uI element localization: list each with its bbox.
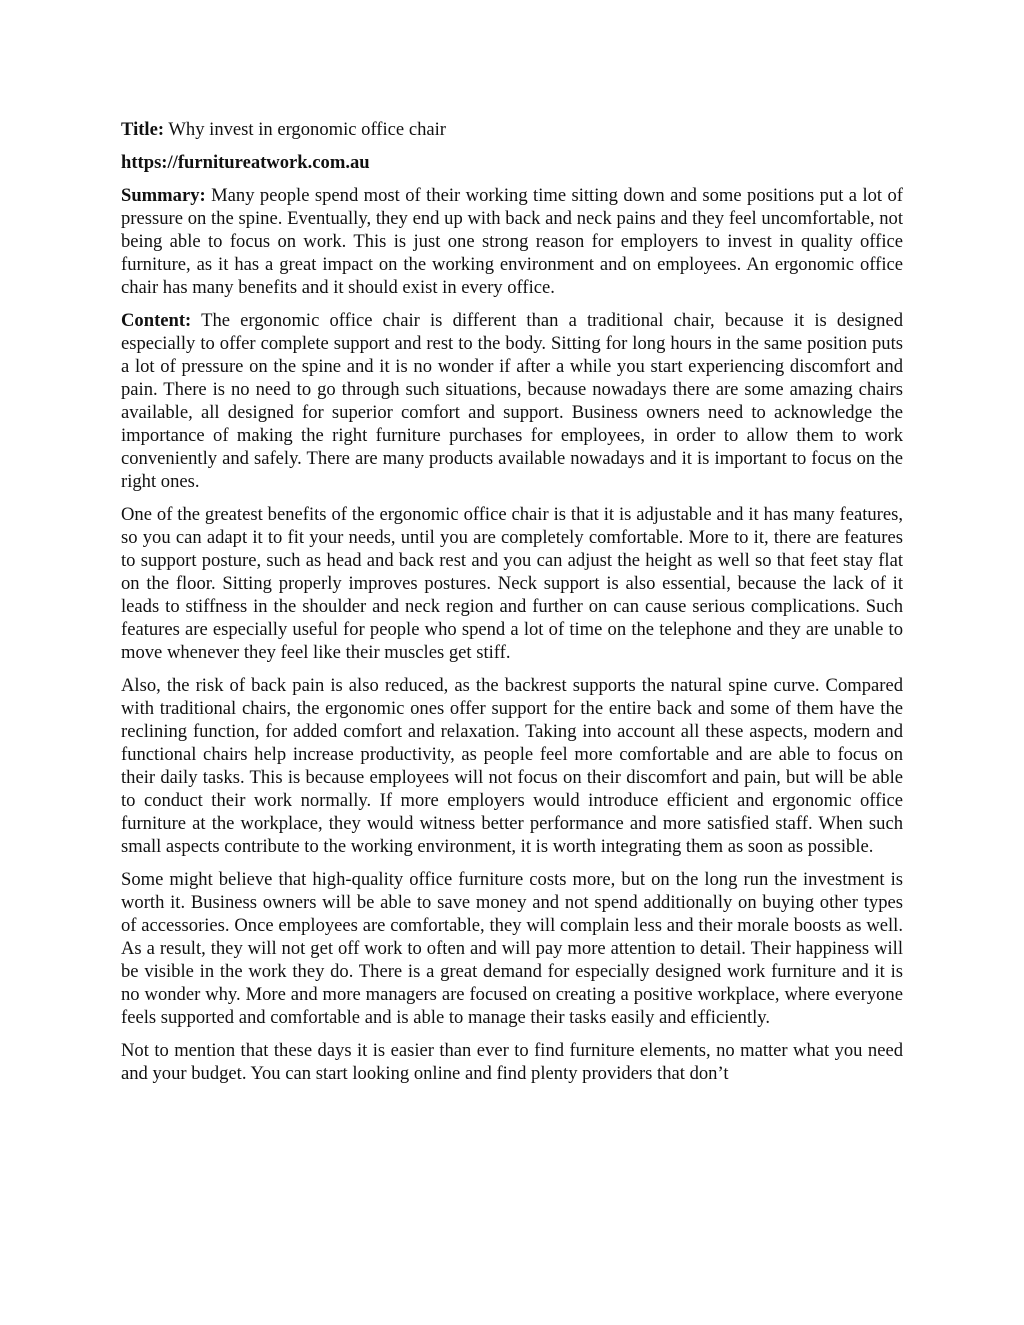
summary-label: Summary:: [121, 185, 206, 206]
body-paragraph-back-pain: Also, the risk of back pain is also reduced, as the backrest supports the natural spine curve. Compared with traditional chairs, the ergonomic ones offer support for the entire back and some of them have the reclining function, for added comfort and relaxation. Taking into account all these aspects, modern and functional chairs help increase productivity, as people feel more comfortable and are able to focus on their daily tasks. This is because employees will not focus on their discomfort and pain, but will be able to conduct their work normally. If more employers would introduce efficient and ergonomic office furniture at the workplace, they would witness better performance and more satisfied staff. When such small aspects contribute to the working environment, it is worth integrating them as soon as possible.: [121, 675, 903, 857]
source-url: https://furnitureatwork.com.au: [121, 152, 370, 173]
body-paragraph-investment: Some might believe that high-quality office furniture costs more, but on the long run the investment is worth it. Business owners will be able to save money and not spend additionally on buying other types of accessories. Once employees are comfortable, they will complain less and their morale boosts as well. As a result, they will not get off work to often and will pay more attention to detail. Their happiness will be visible in the work they do. There is a great demand for especially designed work furniture and it is no wonder why. More and more managers are focused on creating a positive workplace, where everyone feels supported and comfortable and is able to manage their tasks easily and efficiently.: [121, 869, 903, 1028]
document-page: [121, 118, 903, 1095]
title-line: [121, 118, 903, 141]
content-text: The ergonomic office chair is different than a traditional chair, because it is designed especially to offer complete support and rest to the body. Sitting for long hours in the same position puts a lot of pressure on the spine and it is no wonder if after a while you start experiencing discomfort and pain. There is no need to go through such situations, because nowadays there are some amazing chairs available, all designed for superior comfort and support. Business owners need to acknowledge the importance of making the right furniture purchases for employees, in order to allow them to work conveniently and safely. There are many products available nowadays and it is important to focus on the right ones.: [121, 310, 903, 492]
summary-text: Many people spend most of their working time sitting down and some positions put a lot of pressure on the spine. Eventually, they end up with back and neck pains and they feel uncomfortable, not being able to focus on work. This is just one strong reason for employers to invest in quality office furniture, as it has a great impact on the working environment and on employees. An ergonomic office chair has many benefits and it should exist in every office.: [121, 185, 903, 298]
title-text: Why invest in ergonomic office chair: [164, 119, 446, 140]
content-paragraph: [121, 309, 903, 493]
title-label: Title:: [121, 119, 165, 140]
body-paragraph-finding-furniture: Not to mention that these days it is easier than ever to find furniture elements, no matter what you need and your budget. You can start looking online and find plenty providers that don’t: [121, 1040, 903, 1084]
content-label: Content:: [121, 310, 192, 331]
summary-paragraph: [121, 184, 903, 299]
body-paragraph-adjustability: One of the greatest benefits of the ergonomic office chair is that it is adjustable and it has many features, so you can adapt it to fit your needs, until you are completely comfortable. More to it, there are features to support posture, such as head and back rest and you can adjust the height as well so that feet stay flat on the floor. Sitting properly improves postures. Neck support is also essential, because the lack of it leads to stiffness in the shoulder and neck region and further on can cause serious complications. Such features are especially useful for people who spend a lot of time on the telephone and they are unable to move whenever they feel like their muscles get stiff.: [121, 504, 903, 663]
